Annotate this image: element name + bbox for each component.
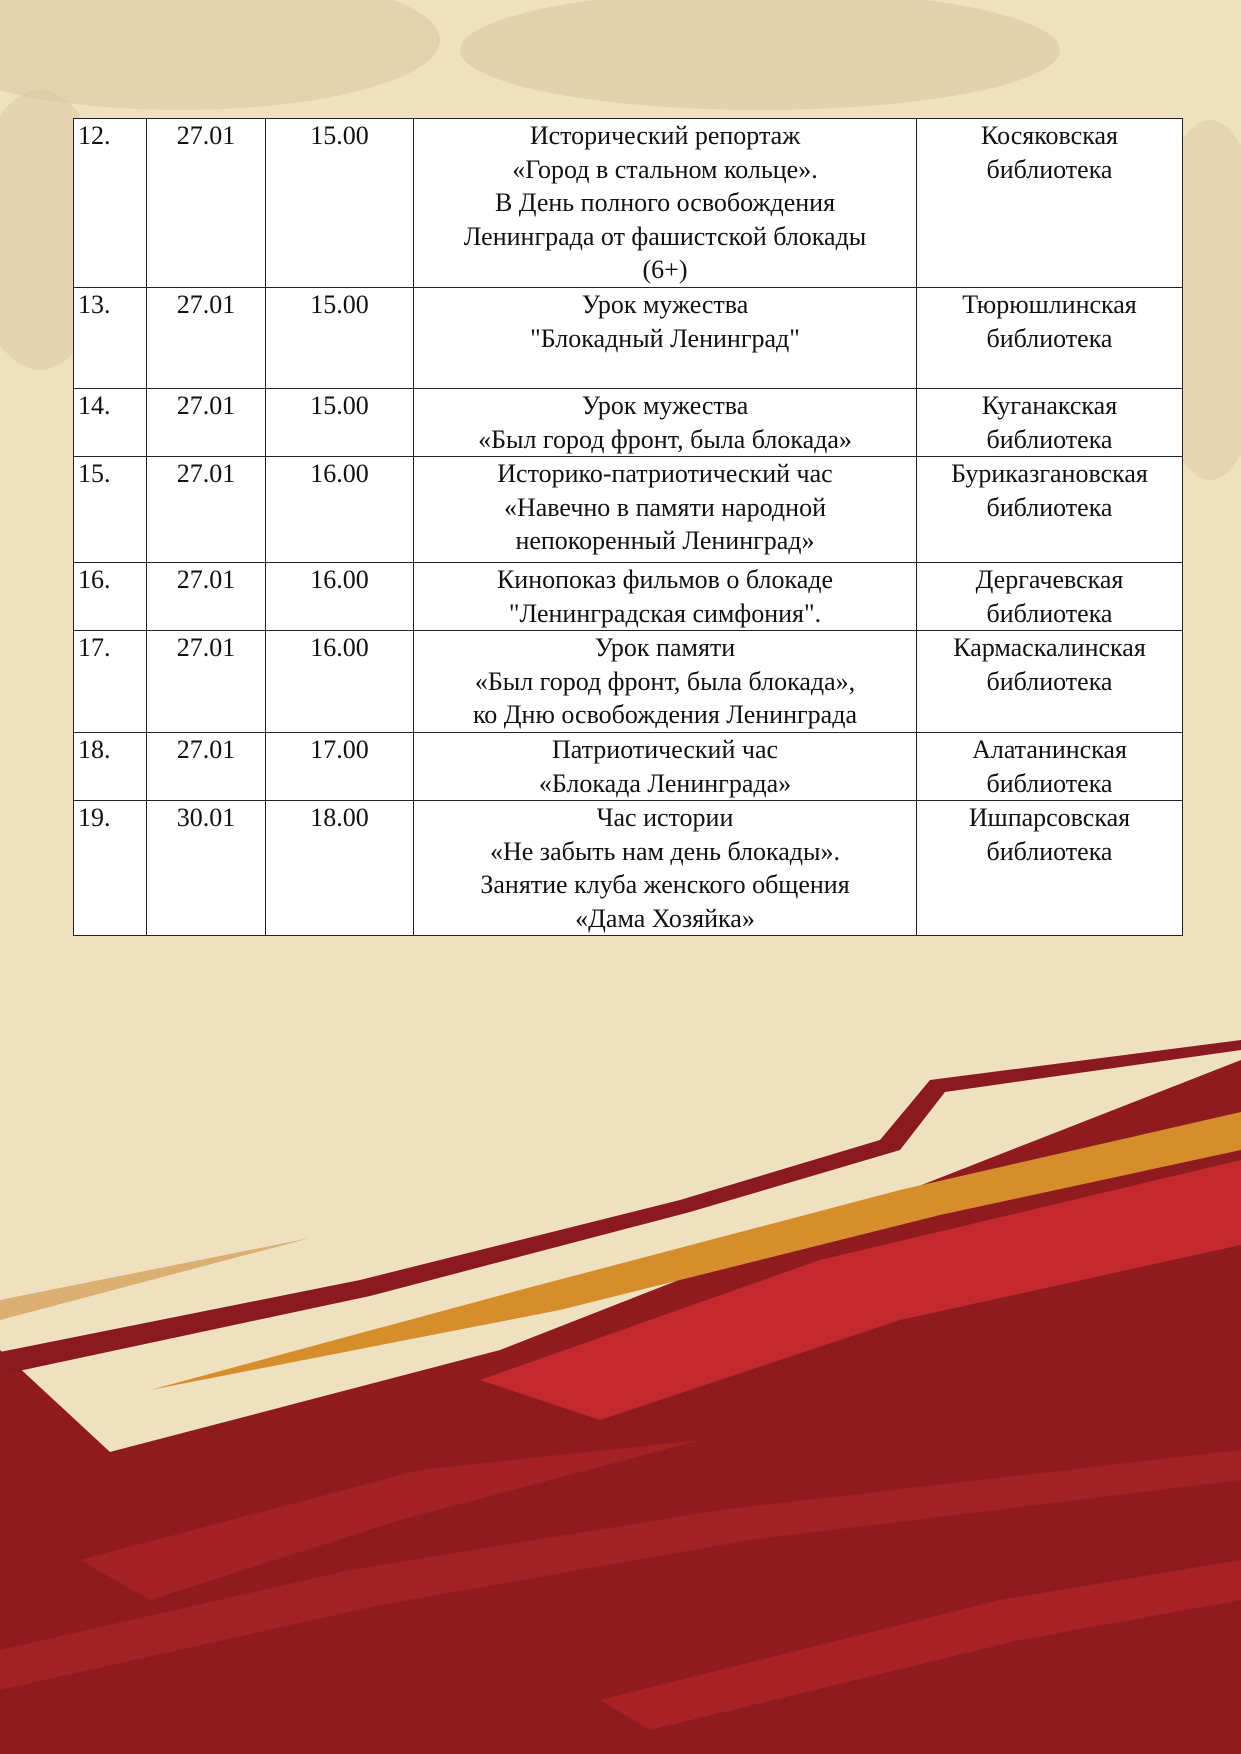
row-place: Буриказгановская библиотека: [917, 457, 1183, 563]
table-row: [74, 631, 1183, 733]
row-time: 17.00: [266, 733, 414, 801]
row-date: 30.01: [147, 801, 266, 936]
row-time: 16.00: [266, 457, 414, 563]
row-date: 27.01: [147, 733, 266, 801]
row-place: Куганакская библиотека: [917, 389, 1183, 457]
row-number: 19.: [74, 801, 147, 936]
row-number: 13.: [74, 288, 147, 389]
table-row: [74, 288, 1183, 389]
row-number: 17.: [74, 631, 147, 733]
row-event: Историко-патриотический час «Навечно в памяти народной непокоренный Ленинград»: [414, 457, 917, 563]
row-place: Тюрюшлинская библиотека: [917, 288, 1183, 389]
table-row: [74, 457, 1183, 563]
row-event: Урок памяти «Был город фронт, была блокада», ко Дню освобождения Ленинграда: [414, 631, 917, 733]
row-date: 27.01: [147, 389, 266, 457]
row-event: Час истории «Не забыть нам день блокады». Занятие клуба женского общения «Дама Хозяйка»: [414, 801, 917, 936]
row-place: Кармаскалинская библиотека: [917, 631, 1183, 733]
row-time: 18.00: [266, 801, 414, 936]
row-number: 14.: [74, 389, 147, 457]
row-event: Патриотический час «Блокада Ленинграда»: [414, 733, 917, 801]
row-time: 15.00: [266, 389, 414, 457]
row-place: Дергачевская библиотека: [917, 563, 1183, 631]
row-place: Ишпарсовская библиотека: [917, 801, 1183, 936]
row-event: Урок мужества «Был город фронт, была блокада»: [414, 389, 917, 457]
row-place: Алатанинская библиотека: [917, 733, 1183, 801]
row-event: Урок мужества "Блокадный Ленинград": [414, 288, 917, 389]
row-date: 27.01: [147, 288, 266, 389]
row-number: 18.: [74, 733, 147, 801]
row-time: 15.00: [266, 119, 414, 288]
row-date: 27.01: [147, 457, 266, 563]
table-row: [74, 563, 1183, 631]
table-row: [74, 119, 1183, 288]
row-number: 16.: [74, 563, 147, 631]
row-date: 27.01: [147, 563, 266, 631]
row-date: 27.01: [147, 631, 266, 733]
row-time: 16.00: [266, 631, 414, 733]
row-time: 15.00: [266, 288, 414, 389]
row-date: 27.01: [147, 119, 266, 288]
row-time: 16.00: [266, 563, 414, 631]
row-number: 12.: [74, 119, 147, 288]
table-row: [74, 733, 1183, 801]
schedule-table: [73, 118, 1183, 936]
row-number: 15.: [74, 457, 147, 563]
row-event: Исторический репортаж «Город в стальном кольце». В День полного освобождения Ленинграда от фашистской блокады (6+): [414, 119, 917, 288]
row-place: Косяковская библиотека: [917, 119, 1183, 288]
table-row: [74, 801, 1183, 936]
table-row: [74, 389, 1183, 457]
row-event: Кинопоказ фильмов о блокаде "Ленинградская симфония".: [414, 563, 917, 631]
